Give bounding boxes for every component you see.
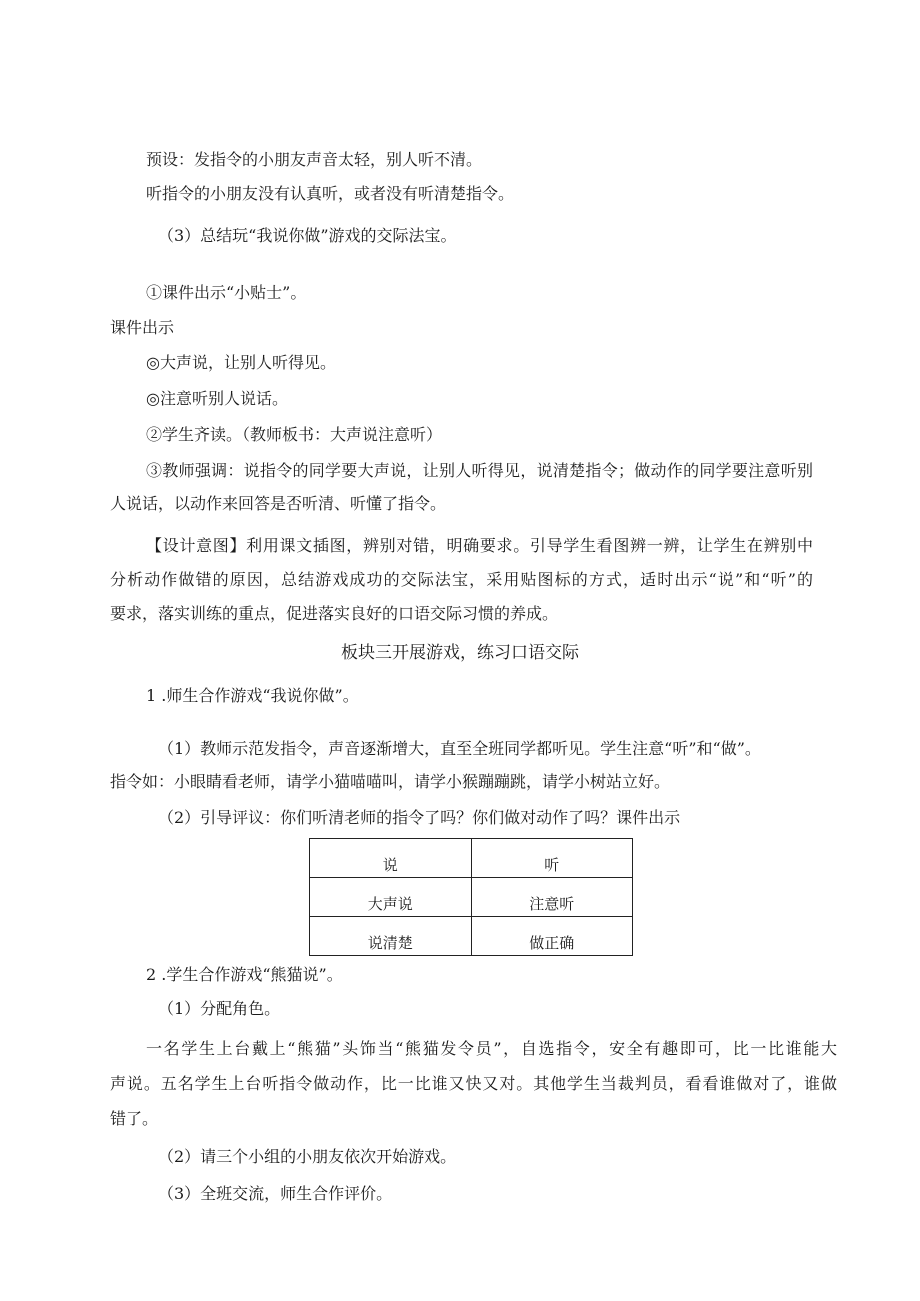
table-cell: 说清楚 [310, 917, 472, 956]
tip-listen-carefully: ◎注意听别人说话。 [146, 389, 288, 408]
step-2-heading: 2 .学生合作游戏“熊猫说”。 [146, 965, 343, 984]
tip-speak-loudly: ◎大声说，让别人听得见。 [146, 353, 336, 372]
table-cell: 大声说 [310, 878, 472, 917]
paragraph-read-together: ②学生齐读。（教师板书：大声说注意听） [146, 425, 443, 444]
table-header-cell: 听 [471, 839, 633, 878]
step-1-heading: 1 .师生合作游戏“我说你做”。 [146, 686, 359, 705]
paragraph-design-intent-end: 要求，落实训练的重点，促进落实良好的口语交际习惯的养成。 [110, 604, 559, 623]
table-row [310, 878, 633, 917]
paragraph-teacher-emphasis-cont: 人说话，以动作来回答是否听清、听懂了指令。 [110, 494, 447, 513]
step-2-3: （3）全班交流，师生合作评价。 [158, 1184, 393, 1203]
paragraph-listener: 听指令的小朋友没有认真听，或者没有听清楚指令。 [146, 184, 515, 203]
section-title: 板块三开展游戏，练习口语交际 [341, 643, 579, 663]
step-2-1: （1）分配角色。 [158, 999, 281, 1018]
step-1-2: （2）引导评议：你们听清老师的指令了吗？你们做对动作了吗？课件出示 [158, 808, 681, 827]
paragraph-teacher-emphasis: ③教师强调：说指令的同学要大声说，让别人听得见，说清楚指令；做动作的同学要注意听别 [146, 461, 813, 480]
table-header-row [310, 839, 633, 878]
paragraph-summary-step3: （3）总结玩“我说你做”游戏的交际法宝。 [158, 226, 457, 245]
step-1-1-examples: 指令如：小眼睛看老师，请学小猫喵喵叫，请学小猴蹦蹦跳，请学小树站立好。 [110, 772, 671, 791]
step-2-1-desc: 一名学生上台戴上“熊猫”头饰当“熊猫发令员”，自选指令，安全有趣即可，比一比谁能大 [146, 1039, 837, 1058]
paragraph-tips-show: ①课件出示“小贴士”。 [146, 283, 307, 302]
paragraph-design-intent-cont: 分析动作做错的原因，总结游戏成功的交际法宝，采用贴图标的方式，适时出示“说”和“听”的 [110, 570, 813, 589]
paragraph-design-intent: 【设计意图】利用课文插图，辨别对错，明确要求。引导学生看图辨一辨，让学生在辨别中 [146, 536, 813, 555]
table-row [310, 917, 633, 956]
step-2-1-desc-cont: 声说。五名学生上台听指令做动作，比一比谁又快又对。其他学生当裁判员，看看谁做对了，谁做 [110, 1074, 837, 1093]
table-header-cell: 说 [310, 839, 472, 878]
step-1-1: （1）教师示范发指令，声音逐渐增大，直至全班同学都听见。学生注意“听”和“做”。 [158, 739, 761, 758]
speak-listen-table [309, 838, 633, 956]
step-2-1-desc-end: 错了。 [110, 1109, 159, 1128]
table-cell: 注意听 [471, 878, 633, 917]
table-cell: 做正确 [471, 917, 633, 956]
paragraph-courseware-label: 课件出示 [110, 318, 175, 337]
step-2-2: （2）请三个小组的小朋友依次开始游戏。 [158, 1147, 457, 1166]
paragraph-preset: 预设：发指令的小朋友声音太轻，别人听不清。 [146, 150, 483, 169]
